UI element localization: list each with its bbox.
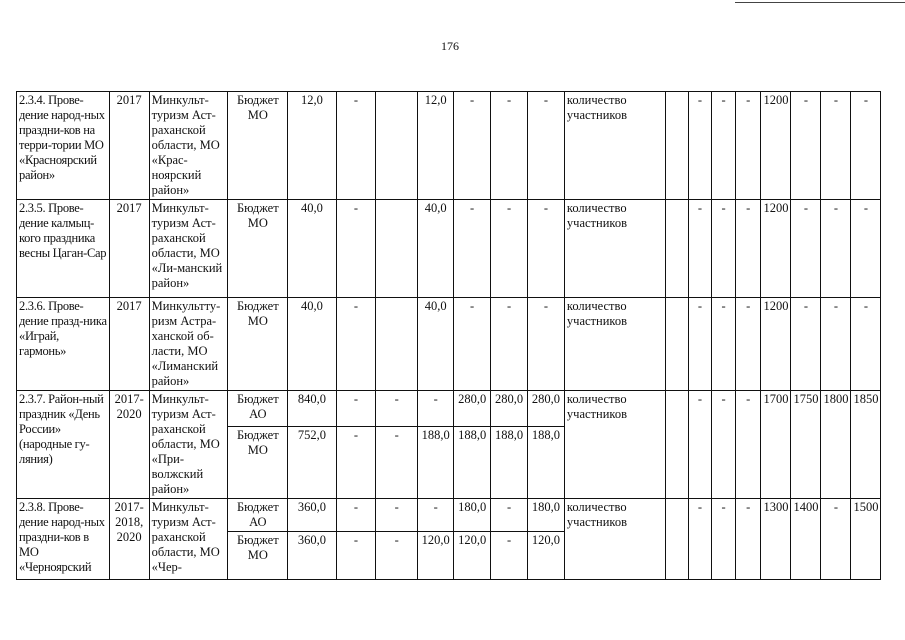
target-value-cell: 1200 [761, 200, 791, 298]
funding-source-cell: Бюджет АО [228, 499, 288, 532]
total-amount-cell: 360,0 [288, 532, 337, 580]
target-value-cell: - [712, 92, 736, 200]
target-value-cell: - [688, 391, 712, 499]
target-value-cell: - [735, 200, 761, 298]
target-value-cell: - [791, 298, 821, 391]
year-amount-cell: 280,0 [454, 391, 491, 427]
target-value-cell: - [791, 200, 821, 298]
funding-source-cell: Бюджет МО [228, 532, 288, 580]
target-value-cell: - [821, 92, 851, 200]
year-amount-cell: - [491, 200, 528, 298]
year-amount-cell: - [528, 92, 565, 200]
year-amount-cell: - [491, 298, 528, 391]
year-amount-cell: - [376, 532, 418, 580]
year-amount-cell: 188,0 [528, 427, 565, 499]
target-value-cell: - [851, 92, 881, 200]
year-amount-cell: 12,0 [418, 92, 454, 200]
total-amount-cell: 40,0 [288, 200, 337, 298]
year-amount-cell: - [336, 200, 375, 298]
target-value-cell: - [791, 92, 821, 200]
event-name-cell: 2.3.6. Прове-дение празд-ника «Играй, гармонь» [17, 298, 110, 391]
event-name-cell: 2.3.5. Прове-дение калмыц-кого праздника весны Цаган-Сар [17, 200, 110, 298]
year-amount-cell [376, 92, 418, 200]
target-value-cell: 1400 [791, 499, 821, 580]
executor-cell: Минкульт-туризм Аст-раханской области, МО «Чер- [149, 499, 228, 580]
event-name-cell: 2.3.7. Район-ный праздник «День России» (народные гу-ляния) [17, 391, 110, 499]
executor-cell: Минкульт-туризм Аст-раханской области, МО «При-волжский район» [149, 391, 228, 499]
year-amount-cell: 180,0 [528, 499, 565, 532]
total-amount-cell: 40,0 [288, 298, 337, 391]
target-value-cell: - [851, 200, 881, 298]
year-amount-cell: 180,0 [454, 499, 491, 532]
year-amount-cell: - [336, 499, 375, 532]
target-value-cell: 1850 [851, 391, 881, 499]
target-value-cell: 1200 [761, 298, 791, 391]
year-amount-cell: - [454, 200, 491, 298]
year-amount-cell: 188,0 [454, 427, 491, 499]
year-amount-cell: - [376, 427, 418, 499]
executor-cell: Минкульт-туризм Аст-раханской области, МО «Крас-ноярский район» [149, 92, 228, 200]
year-amount-cell: 188,0 [491, 427, 528, 499]
target-value-cell: - [712, 499, 736, 580]
year-cell: 2017-2020 [109, 391, 149, 499]
target-value-cell [666, 200, 689, 298]
target-value-cell: 1500 [851, 499, 881, 580]
target-value-cell: - [821, 499, 851, 580]
funding-source-cell: Бюджет МО [228, 298, 288, 391]
year-amount-cell: - [491, 92, 528, 200]
target-value-cell [666, 298, 689, 391]
year-cell: 2017 [109, 298, 149, 391]
target-value-cell: - [821, 200, 851, 298]
year-amount-cell: - [336, 427, 375, 499]
target-value-cell: - [712, 200, 736, 298]
year-cell: 2017 [109, 92, 149, 200]
target-value-cell: - [712, 298, 736, 391]
target-value-cell: 1800 [821, 391, 851, 499]
year-cell: 2017-2018, 2020 [109, 499, 149, 580]
year-amount-cell: - [491, 532, 528, 580]
event-name-cell: 2.3.4. Прове-дение народ-ных праздни-ков на терри-тории МО «Красноярский район» [17, 92, 110, 200]
year-amount-cell: 40,0 [418, 298, 454, 391]
indicator-cell: количество участников [564, 200, 665, 298]
total-amount-cell: 12,0 [288, 92, 337, 200]
year-cell: 2017 [109, 200, 149, 298]
executor-cell: Минкульт-туризм Аст-раханской области, МО «Ли-манский район» [149, 200, 228, 298]
year-amount-cell: - [336, 92, 375, 200]
funding-source-cell: Бюджет АО [228, 391, 288, 427]
total-amount-cell: 752,0 [288, 427, 337, 499]
indicator-cell: количество участников [564, 499, 665, 580]
year-amount-cell [376, 298, 418, 391]
target-value-cell: - [712, 391, 736, 499]
year-amount-cell: - [336, 391, 375, 427]
year-amount-cell: - [376, 391, 418, 427]
target-value-cell [666, 391, 689, 499]
target-value-cell: - [688, 200, 712, 298]
indicator-cell: количество участников [564, 92, 665, 200]
target-value-cell [666, 92, 689, 200]
year-amount-cell: - [418, 391, 454, 427]
target-value-cell: - [688, 298, 712, 391]
year-amount-cell: 120,0 [454, 532, 491, 580]
target-value-cell: - [821, 298, 851, 391]
year-amount-cell: - [528, 298, 565, 391]
target-value-cell: - [688, 499, 712, 580]
year-amount-cell: - [528, 200, 565, 298]
year-amount-cell: - [454, 92, 491, 200]
funding-source-cell: Бюджет МО [228, 427, 288, 499]
table-row [17, 391, 905, 427]
executor-cell: Минкультту-ризм Астра-ханской об-ласти, МО «Лиманский район» [149, 298, 228, 391]
table-row [17, 200, 905, 298]
target-value-cell: - [851, 298, 881, 391]
event-name-cell: 2.3.8. Прове-дение народ-ных праздни-ков в МО «Черноярский [17, 499, 110, 580]
page-number: 176 [441, 39, 459, 53]
year-amount-cell: - [454, 298, 491, 391]
funding-source-cell: Бюджет МО [228, 92, 288, 200]
funding-source-cell: Бюджет МО [228, 200, 288, 298]
table-row [17, 499, 905, 532]
table-row [17, 298, 905, 391]
program-table [16, 91, 905, 580]
year-amount-cell: 40,0 [418, 200, 454, 298]
target-value-cell: - [688, 92, 712, 200]
year-amount-cell: 120,0 [418, 532, 454, 580]
year-amount-cell [376, 200, 418, 298]
table-row [17, 92, 905, 200]
target-value-cell: 1750 [791, 391, 821, 499]
target-value-cell [666, 499, 689, 580]
indicator-cell: количество участников [564, 298, 665, 391]
target-value-cell: - [735, 92, 761, 200]
year-amount-cell: - [376, 499, 418, 532]
scan-edge-line [735, 2, 905, 3]
target-value-cell: 1700 [761, 391, 791, 499]
indicator-cell: количество участников [564, 391, 665, 499]
year-amount-cell: - [418, 499, 454, 532]
year-amount-cell: - [336, 532, 375, 580]
year-amount-cell: - [491, 499, 528, 532]
target-value-cell: - [735, 499, 761, 580]
year-amount-cell: 280,0 [491, 391, 528, 427]
total-amount-cell: 360,0 [288, 499, 337, 532]
year-amount-cell: 280,0 [528, 391, 565, 427]
target-value-cell: - [735, 391, 761, 499]
target-value-cell: - [735, 298, 761, 391]
year-amount-cell: 188,0 [418, 427, 454, 499]
year-amount-cell: - [336, 298, 375, 391]
target-value-cell: 1200 [761, 92, 791, 200]
year-amount-cell: 120,0 [528, 532, 565, 580]
target-value-cell: 1300 [761, 499, 791, 580]
total-amount-cell: 840,0 [288, 391, 337, 427]
